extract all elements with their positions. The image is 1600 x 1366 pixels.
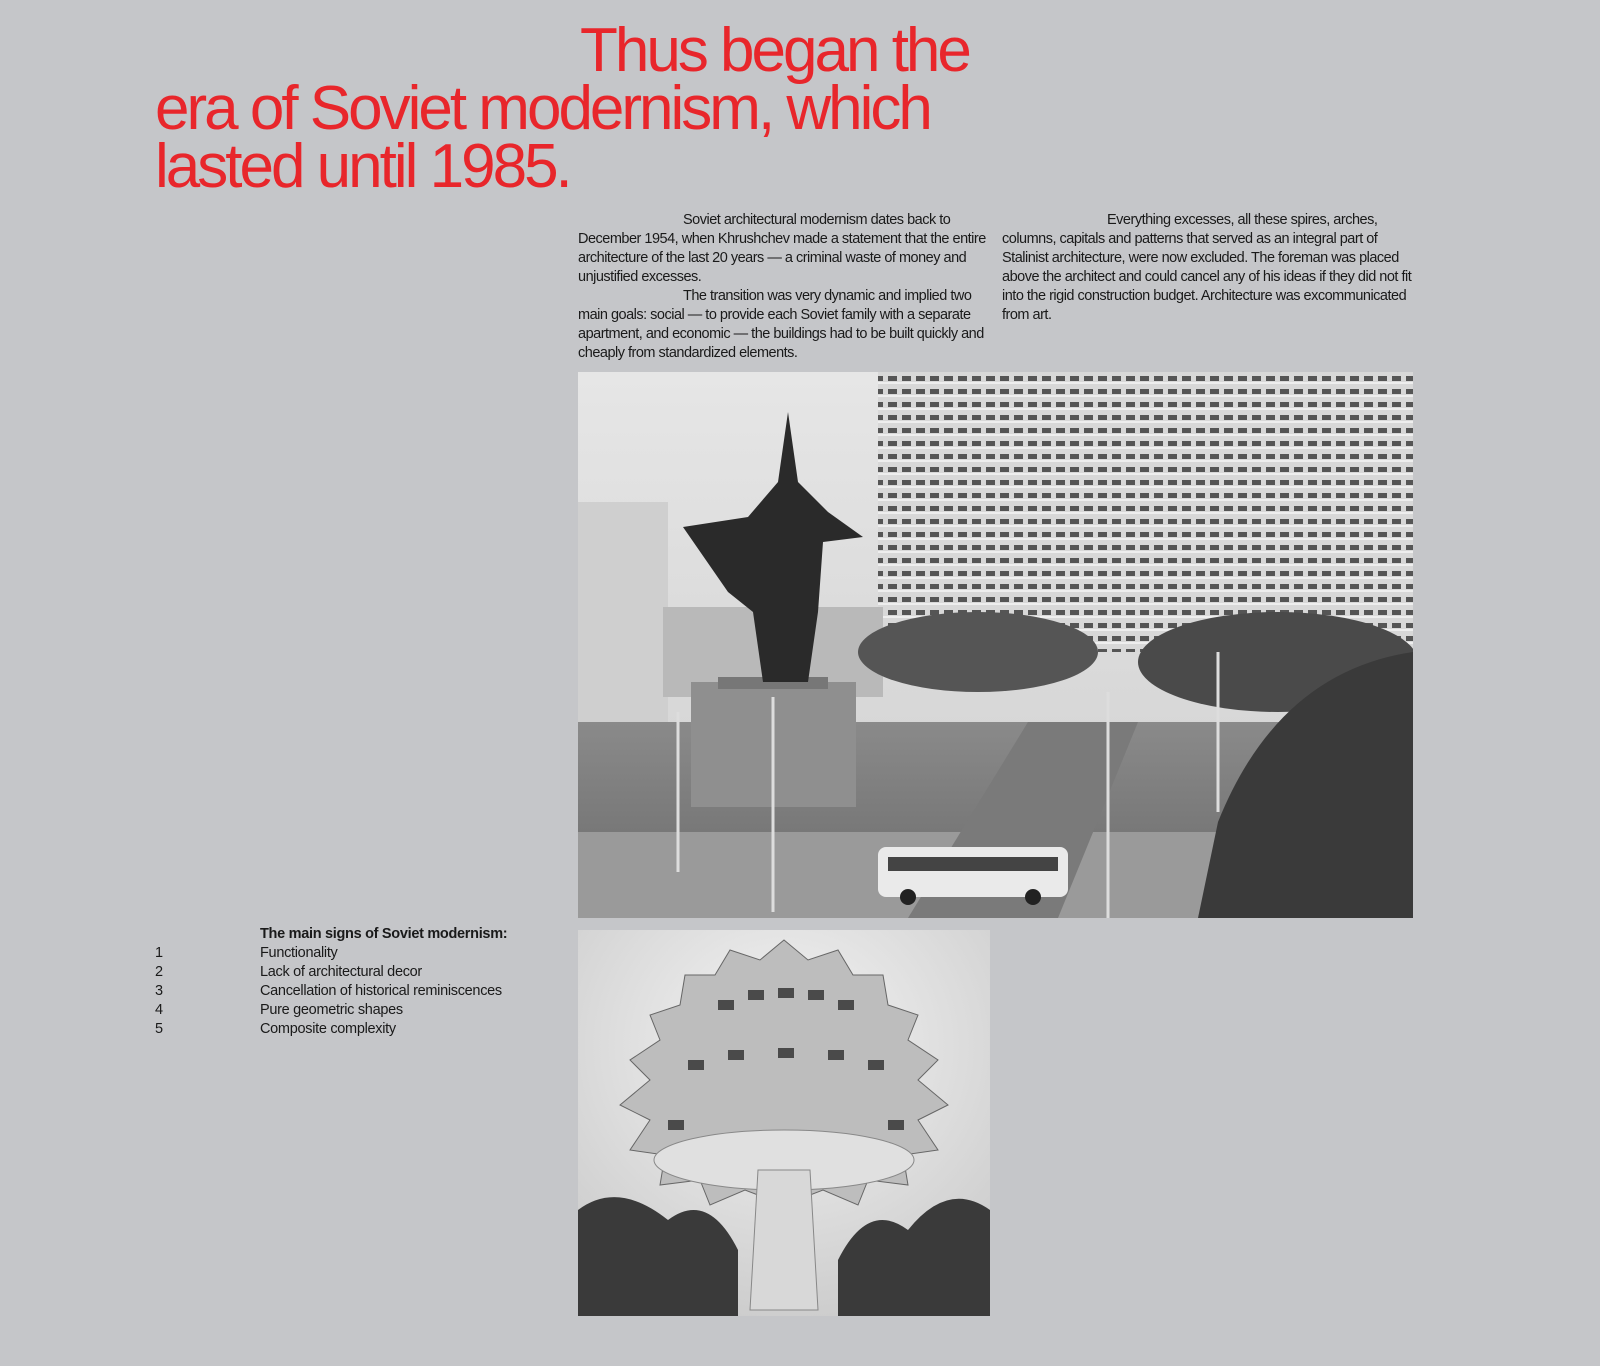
headline-line-1: Thus began the — [580, 16, 969, 85]
list-item-number: 3 — [155, 983, 163, 999]
paragraph: The transition was very dynamic and implied two main goals: social — to provide each Soviet family with a separate apartment, and economic — the buildings had to be built quickly and cheaply from standardized elements. — [578, 288, 984, 361]
list-item — [155, 1020, 507, 1039]
signs-list-title: The main signs of Soviet modernism: — [260, 926, 508, 942]
headline-line-3: lasted until 1985. — [155, 132, 570, 201]
body-column-2 — [1002, 211, 1412, 325]
photo-drujba-sanatorium — [578, 930, 990, 1316]
paragraph: Soviet architectural modernism dates back to December 1954, when Khrushchev made a statement that the entire architecture of the last 20 years — a criminal waste of money and unjustified excesses. — [578, 212, 986, 285]
list-item-number: 1 — [155, 945, 163, 961]
list-item-label: Composite complexity — [260, 1021, 396, 1037]
list-item — [155, 963, 507, 982]
list-item-number: 4 — [155, 1002, 163, 1018]
list-item-label: Lack of architectural decor — [260, 964, 422, 980]
body-column-1 — [578, 211, 988, 363]
list-item — [155, 944, 507, 963]
list-item — [155, 982, 507, 1001]
paragraph: Everything excesses, all these spires, arches, columns, capitals and patterns that served as an integral part of Stalinist architecture, were now excluded. The foreman was placed above the architect and could cancel any of his ideas if they did not fit into the rigid construction budget. Architecture was excommunicated from art. — [1002, 212, 1412, 323]
headline — [155, 16, 1015, 201]
list-item-number: 2 — [155, 964, 163, 980]
list-item — [155, 1001, 507, 1020]
signs-list — [155, 925, 507, 1039]
list-item-label: Functionality — [260, 945, 338, 961]
list-item-label: Cancellation of historical reminiscences — [260, 983, 502, 999]
photo-worker-and-kolkhoz-woman-square — [578, 372, 1413, 918]
list-item-number: 5 — [155, 1021, 163, 1037]
headline-line-2: era of Soviet modernism, which — [155, 74, 930, 143]
list-item-label: Pure geometric shapes — [260, 1002, 403, 1018]
